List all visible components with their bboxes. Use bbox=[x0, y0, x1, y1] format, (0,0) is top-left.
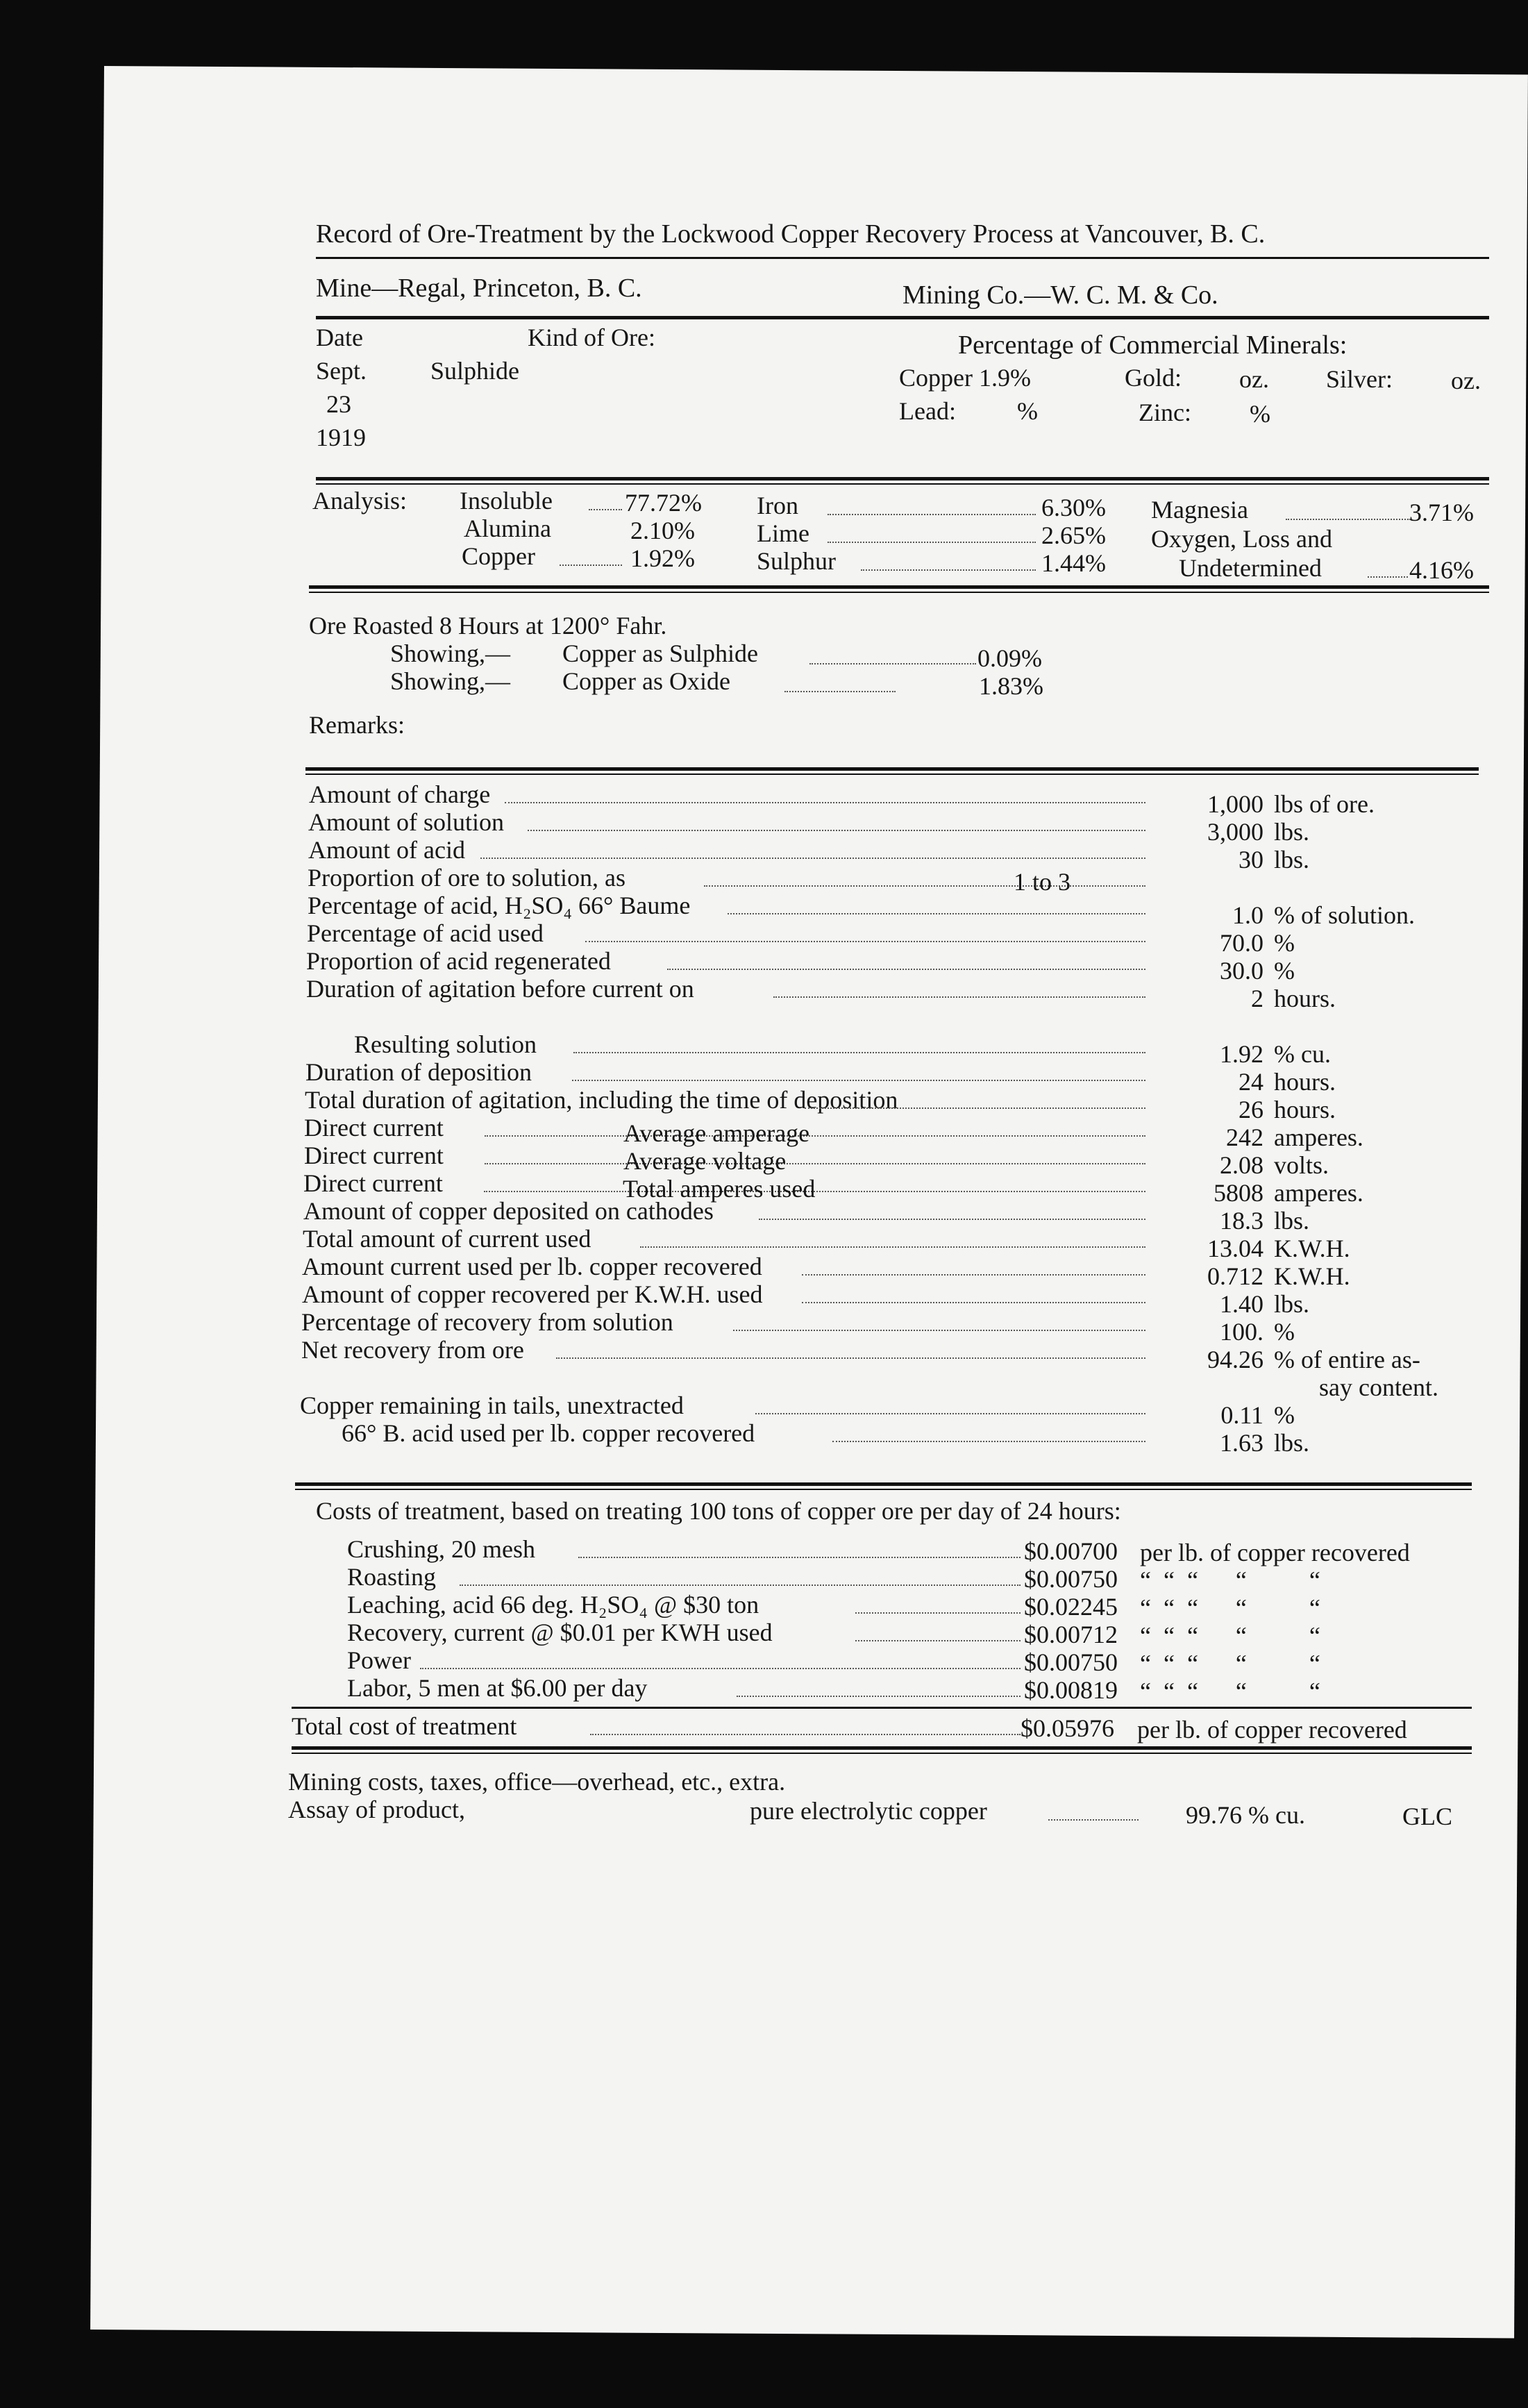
detail-sub-label: Average voltage bbox=[623, 1147, 787, 1175]
detail-value: 0.11 bbox=[1220, 1401, 1263, 1429]
detail-label: Amount of copper deposited on cathodes bbox=[303, 1197, 714, 1225]
detail-unit: lbs. bbox=[1274, 846, 1310, 873]
detail-value: 0.712 bbox=[1207, 1262, 1263, 1290]
leader-dots bbox=[480, 858, 1145, 859]
leader-dots bbox=[805, 1107, 1145, 1109]
mine-name: Mine—Regal, Princeton, B. C. bbox=[316, 274, 642, 303]
detail-unit: % of entire as- bbox=[1274, 1346, 1420, 1373]
cost-unit: per lb. of copper recovered bbox=[1140, 1539, 1410, 1566]
kind-of-ore-value: Sulphide bbox=[430, 357, 520, 385]
double-rule bbox=[316, 477, 1489, 485]
detail-unit: amperes. bbox=[1274, 1123, 1363, 1151]
analysis-name: Alumina bbox=[464, 515, 551, 542]
leader-dots bbox=[828, 514, 1036, 515]
detail-unit: K.W.H. bbox=[1274, 1262, 1350, 1290]
detail-sub-label: Average amperage bbox=[623, 1119, 810, 1147]
showing-label: Showing,— bbox=[390, 667, 511, 695]
detail-value: 18.3 bbox=[1220, 1207, 1263, 1235]
detail-value: 2 bbox=[1251, 985, 1263, 1012]
cost-unit: “ “ “ “ “ bbox=[1140, 1678, 1320, 1705]
analysis-name: Copper bbox=[462, 542, 535, 570]
detail-sub-label: Total amperes used bbox=[623, 1175, 816, 1203]
initials: GLC bbox=[1402, 1803, 1452, 1830]
commercial-minerals-label: Percentage of Commercial Minerals: bbox=[958, 331, 1348, 360]
leader-dots bbox=[572, 1080, 1145, 1081]
silver-unit: oz. bbox=[1451, 367, 1481, 394]
analysis-value: 4.16% bbox=[1409, 556, 1474, 584]
detail-unit: say content. bbox=[1319, 1373, 1438, 1401]
detail-unit: amperes. bbox=[1274, 1179, 1363, 1207]
leader-dots bbox=[420, 1668, 1021, 1669]
rule bbox=[292, 1707, 1472, 1709]
leader-dots bbox=[737, 1696, 1021, 1697]
leader-dots bbox=[855, 1640, 1021, 1641]
detail-unit: % of solution. bbox=[1274, 901, 1415, 929]
detail-unit: lbs of ore. bbox=[1274, 790, 1375, 818]
detail-label: Duration of agitation before current on bbox=[306, 975, 694, 1003]
leader-dots bbox=[728, 913, 1145, 914]
detail-value: 24 bbox=[1239, 1068, 1263, 1096]
leader-dots bbox=[667, 969, 1145, 970]
mining-company: Mining Co.—W. C. M. & Co. bbox=[902, 281, 1218, 310]
detail-label: 66° B. acid used per lb. copper recovered bbox=[342, 1419, 755, 1447]
leader-dots bbox=[589, 509, 622, 510]
cost-label: Leaching, acid 66 deg. H₂SO₄ @ $30 ton bbox=[347, 1591, 759, 1619]
detail-label: Direct current bbox=[304, 1114, 444, 1142]
detail-unit: volts. bbox=[1274, 1151, 1329, 1179]
cost-unit: “ “ “ “ “ bbox=[1140, 1622, 1320, 1650]
leader-dots bbox=[802, 1274, 1145, 1276]
detail-unit: % bbox=[1274, 1401, 1295, 1429]
detail-label: Amount current used per lb. copper recovered bbox=[302, 1253, 762, 1280]
double-rule bbox=[295, 1482, 1472, 1490]
cost-value: $0.00819 bbox=[1024, 1676, 1118, 1704]
detail-label: Duration of deposition bbox=[305, 1058, 532, 1086]
detail-label: Percentage of acid, H₂SO₄ 66° Baume bbox=[308, 892, 691, 919]
analysis-value: 77.72% bbox=[625, 489, 702, 517]
leader-dots bbox=[1286, 519, 1411, 520]
detail-unit: % cu. bbox=[1274, 1040, 1331, 1068]
leader-dots bbox=[556, 1357, 1145, 1359]
detail-value: 94.26 bbox=[1207, 1346, 1263, 1373]
detail-unit: lbs. bbox=[1274, 1290, 1310, 1318]
leader-dots bbox=[759, 1219, 1145, 1220]
detail-unit: % bbox=[1274, 957, 1295, 985]
assay-description: pure electrolytic copper bbox=[750, 1797, 987, 1825]
detail-label: Percentage of recovery from solution bbox=[301, 1308, 673, 1336]
analysis-label: Analysis: bbox=[312, 487, 408, 515]
mining-costs-note: Mining costs, taxes, office—overhead, etc., extra. bbox=[288, 1768, 786, 1796]
analysis-value: 1.92% bbox=[630, 544, 695, 572]
leader-dots bbox=[1048, 1819, 1139, 1821]
cost-label: Roasting bbox=[347, 1563, 437, 1591]
analysis-name: Undetermined bbox=[1179, 554, 1322, 582]
kind-of-ore-label: Kind of Ore: bbox=[528, 324, 655, 351]
cost-label: Recovery, current @ $0.01 per KWH used bbox=[347, 1619, 773, 1646]
analysis-value: 6.30% bbox=[1041, 494, 1106, 521]
roast-line: Ore Roasted 8 Hours at 1200° Fahr. bbox=[309, 612, 667, 639]
lead-label: Lead: bbox=[899, 397, 956, 425]
detail-label: Total amount of current used bbox=[303, 1225, 591, 1253]
leader-dots bbox=[460, 1585, 1021, 1586]
leader-dots bbox=[560, 565, 622, 566]
detail-label: Amount of charge bbox=[309, 780, 491, 808]
cost-unit: “ “ “ “ “ bbox=[1140, 1594, 1320, 1622]
leader-dots bbox=[704, 885, 1145, 887]
zinc-label: Zinc: bbox=[1139, 399, 1191, 426]
detail-label: Total duration of agitation, including the time of deposition bbox=[305, 1086, 898, 1114]
showing-text: Copper as Sulphide bbox=[562, 639, 758, 667]
total-cost-unit: per lb. of copper recovered bbox=[1137, 1716, 1407, 1744]
showing-text: Copper as Oxide bbox=[562, 667, 730, 695]
lead-unit: % bbox=[1017, 397, 1038, 425]
detail-unit: hours. bbox=[1274, 1096, 1336, 1123]
analysis-value: 2.10% bbox=[630, 517, 695, 544]
copper-percentage: Copper 1.9% bbox=[899, 364, 1031, 392]
detail-value: 13.04 bbox=[1207, 1235, 1263, 1262]
date-month: Sept. bbox=[316, 357, 367, 385]
detail-label: Resulting solution bbox=[354, 1030, 537, 1058]
leader-dots bbox=[828, 542, 1036, 543]
leader-dots bbox=[485, 1135, 1145, 1137]
double-rule bbox=[309, 585, 1489, 593]
date-year: 1919 bbox=[316, 424, 366, 451]
detail-unit: % bbox=[1274, 1318, 1295, 1346]
assay-label: Assay of product, bbox=[288, 1796, 465, 1823]
detail-unit: % bbox=[1274, 929, 1295, 957]
rule bbox=[316, 316, 1489, 319]
leader-dots bbox=[573, 1052, 1145, 1053]
detail-label: Proportion of ore to solution, as bbox=[308, 864, 626, 892]
detail-value: 3,000 bbox=[1207, 818, 1263, 846]
leader-dots bbox=[485, 1163, 1145, 1164]
detail-value: 100. bbox=[1220, 1318, 1263, 1346]
cost-unit: “ “ “ “ “ bbox=[1140, 1566, 1320, 1594]
leader-dots bbox=[578, 1557, 1021, 1558]
analysis-name: Iron bbox=[757, 492, 798, 519]
silver-label: Silver: bbox=[1326, 365, 1393, 393]
date-label: Date bbox=[316, 324, 363, 351]
detail-value: 1.92 bbox=[1220, 1040, 1263, 1068]
remarks-label: Remarks: bbox=[309, 711, 405, 739]
detail-value: 1,000 bbox=[1207, 790, 1263, 818]
rule bbox=[316, 257, 1489, 259]
detail-value: 26 bbox=[1239, 1096, 1263, 1123]
leader-dots bbox=[733, 1330, 1145, 1331]
leader-dots bbox=[755, 1413, 1145, 1414]
detail-label: Amount of copper recovered per K.W.H. used bbox=[302, 1280, 763, 1308]
detail-value: 1 to 3 bbox=[1014, 868, 1071, 896]
showing-value: 1.83% bbox=[979, 672, 1043, 700]
analysis-value: 2.65% bbox=[1041, 521, 1106, 549]
detail-unit: lbs. bbox=[1274, 1429, 1310, 1457]
analysis-name: Oxygen, Loss and bbox=[1151, 525, 1332, 553]
gold-label: Gold: bbox=[1125, 364, 1182, 392]
cost-value: $0.00750 bbox=[1024, 1565, 1118, 1593]
leader-dots bbox=[809, 663, 976, 664]
leader-dots bbox=[832, 1441, 1145, 1442]
leader-dots bbox=[528, 830, 1145, 831]
showing-label: Showing,— bbox=[390, 639, 511, 667]
cost-unit: “ “ “ “ “ bbox=[1140, 1650, 1320, 1678]
cost-value: $0.02245 bbox=[1024, 1593, 1118, 1621]
ore-treatment-record bbox=[288, 219, 1486, 1885]
double-rule bbox=[292, 1746, 1472, 1754]
detail-value: 1.40 bbox=[1220, 1290, 1263, 1318]
detail-value: 70.0 bbox=[1220, 929, 1263, 957]
analysis-name: Sulphur bbox=[757, 547, 837, 575]
detail-label: Percentage of acid used bbox=[307, 919, 544, 947]
detail-label: Direct current bbox=[304, 1142, 444, 1169]
detail-label: Net recovery from ore bbox=[301, 1336, 524, 1364]
cost-label: Power bbox=[347, 1646, 411, 1674]
detail-unit: lbs. bbox=[1274, 818, 1310, 846]
cost-label: Crushing, 20 mesh bbox=[347, 1535, 536, 1563]
double-rule bbox=[305, 767, 1479, 775]
detail-value: 1.63 bbox=[1220, 1429, 1263, 1457]
cost-label: Labor, 5 men at $6.00 per day bbox=[347, 1674, 648, 1702]
gold-unit: oz. bbox=[1239, 365, 1269, 393]
detail-label: Proportion of acid regenerated bbox=[306, 947, 611, 975]
assay-value: 99.76 % cu. bbox=[1186, 1801, 1305, 1829]
leader-dots bbox=[861, 569, 1036, 571]
detail-label: Direct current bbox=[303, 1169, 443, 1197]
date-day: 23 bbox=[326, 390, 351, 418]
detail-label: Amount of solution bbox=[308, 808, 505, 836]
detail-label: Copper remaining in tails, unextracted bbox=[300, 1391, 684, 1419]
detail-value: 242 bbox=[1226, 1123, 1263, 1151]
leader-dots bbox=[855, 1612, 1021, 1614]
detail-value: 5808 bbox=[1214, 1179, 1263, 1207]
showing-value: 0.09% bbox=[977, 644, 1042, 672]
leader-dots bbox=[1368, 576, 1408, 578]
cost-value: $0.00750 bbox=[1024, 1648, 1118, 1676]
analysis-name: Insoluble bbox=[460, 487, 553, 515]
leader-dots bbox=[784, 691, 896, 692]
analysis-name: Magnesia bbox=[1151, 496, 1248, 524]
detail-value: 2.08 bbox=[1220, 1151, 1263, 1179]
analysis-name: Lime bbox=[757, 519, 809, 547]
detail-value: 1.0 bbox=[1232, 901, 1263, 929]
detail-unit: K.W.H. bbox=[1274, 1235, 1350, 1262]
leader-dots bbox=[590, 1734, 1021, 1735]
total-cost-label: Total cost of treatment bbox=[292, 1712, 517, 1740]
cost-value: $0.00712 bbox=[1024, 1621, 1118, 1648]
detail-value: 30.0 bbox=[1220, 957, 1263, 985]
detail-value: 30 bbox=[1239, 846, 1263, 873]
detail-unit: hours. bbox=[1274, 1068, 1336, 1096]
total-cost-value: $0.05976 bbox=[1021, 1714, 1114, 1742]
detail-label: Amount of acid bbox=[308, 836, 465, 864]
leader-dots bbox=[773, 996, 1145, 998]
document-title: Record of Ore-Treatment by the Lockwood Copper Recovery Process at Vancouver, B. C. bbox=[316, 219, 1266, 249]
detail-unit: lbs. bbox=[1274, 1207, 1310, 1235]
leader-dots bbox=[640, 1246, 1145, 1248]
analysis-value: 3.71% bbox=[1409, 499, 1474, 526]
detail-unit: hours. bbox=[1274, 985, 1336, 1012]
zinc-unit: % bbox=[1250, 400, 1270, 428]
costs-header: Costs of treatment, based on treating 100 tons of copper ore per day of 24 hours: bbox=[316, 1497, 1121, 1525]
leader-dots bbox=[585, 941, 1145, 942]
leader-dots bbox=[802, 1302, 1145, 1303]
cost-value: $0.00700 bbox=[1024, 1537, 1118, 1565]
leader-dots bbox=[505, 802, 1145, 803]
analysis-value: 1.44% bbox=[1041, 549, 1106, 577]
